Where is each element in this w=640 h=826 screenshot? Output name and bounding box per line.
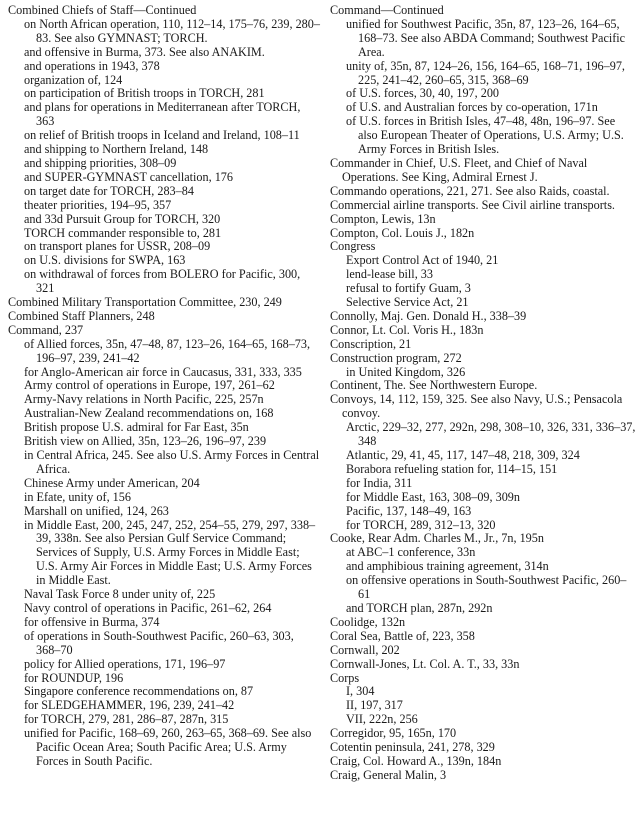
- index-entry: Compton, Col. Louis J., 182n: [330, 225, 475, 240]
- index-subentry: refusal to fortify Guam, 3: [346, 281, 471, 296]
- index-subentry: TORCH commander responsible to, 281: [24, 225, 222, 240]
- index-subentry: for TORCH, 279, 281, 286–87, 287n, 315: [24, 712, 229, 727]
- index-entry: Craig, General Malin, 3: [330, 767, 447, 782]
- index-subentry: Marshall on unified, 124, 263: [24, 503, 169, 518]
- index-entry: Convoys, 14, 112, 159, 325. See also Navy, U.S.; Pensacola convoy.: [330, 392, 623, 421]
- index-subentry: and 33d Pursuit Group for TORCH, 320: [24, 211, 221, 226]
- index-subentry: for India, 311: [346, 475, 413, 490]
- index-entry: Continent, The. See Northwestern Europe.: [330, 378, 538, 393]
- index-subentry: in United Kingdom, 326: [346, 364, 466, 379]
- index-subentry: Army-Navy relations in North Pacific, 225, 257n: [24, 392, 264, 407]
- index-subentry: Pacific, 137, 148–49, 163: [346, 503, 472, 518]
- index-subentry: of Allied forces, 35n, 47–48, 87, 123–26, 164–65, 168–73, 196–97, 239, 241–42: [24, 336, 311, 365]
- index-subentry: on North African operation, 110, 112–14, 175–76, 239, 280–83. See also GYMNAST; TORCH.: [24, 16, 320, 45]
- index-subentry: in Middle East, 200, 245, 247, 252, 254–55, 279, 297, 338–39, 338n. See also Persian Gulf Service Command; Services of Supply, U.S. Army Forces in Middle East; U.S. Army Air Forces in Middle East; U.S. Army Forces in Middle East.: [24, 517, 316, 588]
- index-entry: Coral Sea, Battle of, 223, 358: [330, 628, 475, 643]
- index-subentry: Army control of operations in Europe, 197, 261–62: [24, 378, 275, 393]
- index-subentry: of operations in South-Southwest Pacific, 260–63, 303, 368–70: [24, 628, 294, 657]
- index-entry: Command, 237: [8, 322, 84, 337]
- index-subentry: policy for Allied operations, 171, 196–97: [24, 656, 226, 671]
- index-subentry: Singapore conference recommendations on, 87: [24, 684, 254, 699]
- index-entry: Compton, Lewis, 13n: [330, 211, 436, 226]
- index-entry: Corps: [330, 670, 360, 685]
- index-subentry: Australian-New Zealand recommendations on, 168: [24, 406, 274, 421]
- index-subentry: organization of, 124: [24, 72, 123, 87]
- index-entry: Congress: [330, 239, 376, 254]
- index-subentry: in Efate, unity of, 156: [24, 489, 131, 504]
- index-subentry: and shipping priorities, 308–09: [24, 155, 177, 170]
- index-entry: Connolly, Maj. Gen. Donald H., 338–39: [330, 308, 527, 323]
- index-subentry: and offensive in Burma, 373. See also ANAKIM.: [24, 44, 265, 59]
- index-entry: Corregidor, 95, 165n, 170: [330, 726, 457, 741]
- index-entry: Conscription, 21: [330, 336, 412, 351]
- index-subentry: on participation of British troops in TORCH, 281: [24, 86, 265, 101]
- index-subentry: unified for Southwest Pacific, 35n, 87, 123–26, 164–65, 168–73. See also ABDA Command; Southwest Pacific Area.: [346, 16, 626, 59]
- index-subentry: for Anglo-American air force in Caucasus, 331, 333, 335: [24, 364, 302, 379]
- index-subentry: and SUPER-GYMNAST cancellation, 176: [24, 169, 233, 184]
- index-subentry: Atlantic, 29, 41, 45, 117, 147–48, 218, 309, 324: [346, 448, 580, 462]
- index-subentry: on relief of British troops in Iceland and Ireland, 108–11: [24, 128, 300, 143]
- index-entry: Cotentin peninsula, 241, 278, 329: [330, 740, 495, 755]
- index-subentry: for TORCH, 289, 312–13, 320: [346, 517, 496, 532]
- index-entry: Combined Military Transportation Committee, 230, 249: [8, 295, 282, 310]
- index-entry: Commercial airline transports. See Civil airline transports.: [330, 197, 615, 212]
- index-subentry: and TORCH plan, 287n, 292n: [346, 600, 493, 615]
- index-subentry: and plans for operations in Mediterranean after TORCH, 363: [24, 100, 301, 129]
- index-entry: Cooke, Rear Adm. Charles M., Jr., 7n, 195n: [330, 531, 544, 546]
- index-subentry: Selective Service Act, 21: [346, 295, 469, 310]
- index-entry: Cornwall-Jones, Lt. Col. A. T., 33, 33n: [330, 656, 520, 671]
- index-entry: Commando operations, 221, 271. See also Raids, coastal.: [330, 183, 610, 198]
- index-entry: Commander in Chief, U.S. Fleet, and Chief of Naval Operations. See King, Admiral Ernest J.: [330, 155, 588, 184]
- index-entry: Coolidge, 132n: [330, 614, 406, 629]
- index-subentry: British view on Allied, 35n, 123–26, 196–97, 239: [24, 434, 267, 449]
- index-subentry: and operations in 1943, 378: [24, 58, 160, 73]
- index-subentry: on U.S. divisions for SWPA, 163: [24, 253, 186, 268]
- index-subentry: for ROUNDUP, 196: [24, 670, 124, 685]
- index-subentry: on transport planes for USSR, 208–09: [24, 239, 211, 254]
- index-entry: Cornwall, 202: [330, 642, 400, 657]
- index-subentry: Arctic, 229–32, 277, 292n, 298, 308–10, 326, 331, 336–37, 348: [346, 420, 636, 449]
- index-entry: Construction program, 272: [330, 350, 462, 365]
- index-column-right: [330, 4, 636, 783]
- index-subentry: for Middle East, 163, 308–09, 309n: [346, 489, 520, 504]
- index-subentry: Export Control Act of 1940, 21: [346, 253, 499, 268]
- index-entry: Craig, Col. Howard A., 139n, 184n: [330, 753, 502, 768]
- index-subentry: II, 197, 317: [346, 698, 403, 713]
- index-subentry: Borabora refueling station for, 114–15, 151: [346, 461, 558, 476]
- index-subentry: for offensive in Burma, 374: [24, 614, 160, 629]
- index-subentry: Navy control of operations in Pacific, 261–62, 264: [24, 600, 272, 615]
- index-subentry: I, 304: [346, 684, 375, 699]
- index-column-left: [8, 4, 320, 769]
- index-subentry: unified for Pacific, 168–69, 260, 263–65, 368–69. See also Pacific Ocean Area; South Pacific Area; U.S. Army Forces in South Pacific.: [24, 726, 312, 768]
- index-subentry: Naval Task Force 8 under unity of, 225: [24, 587, 216, 602]
- index-subentry: of U.S. forces, 30, 40, 197, 200: [346, 86, 500, 101]
- index-subentry: at ABC–1 conference, 33n: [346, 545, 476, 560]
- index-subentry: of U.S. forces in British Isles, 47–48, 48n, 196–97. See also European Theater of Operations, U.S. Army; U.S. Army Forces in British Isles.: [346, 114, 624, 157]
- index-subentry: for SLEDGEHAMMER, 196, 239, 241–42: [24, 698, 235, 713]
- index-subentry: British propose U.S. admiral for Far East, 35n: [24, 420, 249, 435]
- index-entry: Combined Chiefs of Staff—Continued: [8, 3, 197, 17]
- index-subentry: and amphibious training agreement, 314n: [346, 559, 549, 574]
- index-subentry: unity of, 35n, 87, 124–26, 156, 164–65, 168–71, 196–97, 225, 241–42, 260–65, 315, 368–69: [346, 58, 625, 87]
- index-subentry: lend-lease bill, 33: [346, 267, 433, 282]
- index-subentry: theater priorities, 194–95, 357: [24, 197, 172, 212]
- index-subentry: and shipping to Northern Ireland, 148: [24, 142, 209, 157]
- index-subentry: of U.S. and Australian forces by co-operation, 171n: [346, 100, 598, 115]
- index-subentry: on withdrawal of forces from BOLERO for Pacific, 300, 321: [24, 267, 301, 296]
- index-subentry: in Central Africa, 245. See also U.S. Army Forces in Central Africa.: [24, 448, 320, 476]
- index-subentry: VII, 222n, 256: [346, 712, 418, 727]
- index-subentry: Chinese Army under American, 204: [24, 475, 200, 490]
- index-subentry: on target date for TORCH, 283–84: [24, 183, 194, 198]
- index-subentry: on offensive operations in South-Southwest Pacific, 260–61: [346, 573, 627, 602]
- index-entry: Connor, Lt. Col. Voris H., 183n: [330, 322, 484, 337]
- index-entry: Command—Continued: [330, 3, 444, 17]
- index-entry: Combined Staff Planners, 248: [8, 308, 155, 323]
